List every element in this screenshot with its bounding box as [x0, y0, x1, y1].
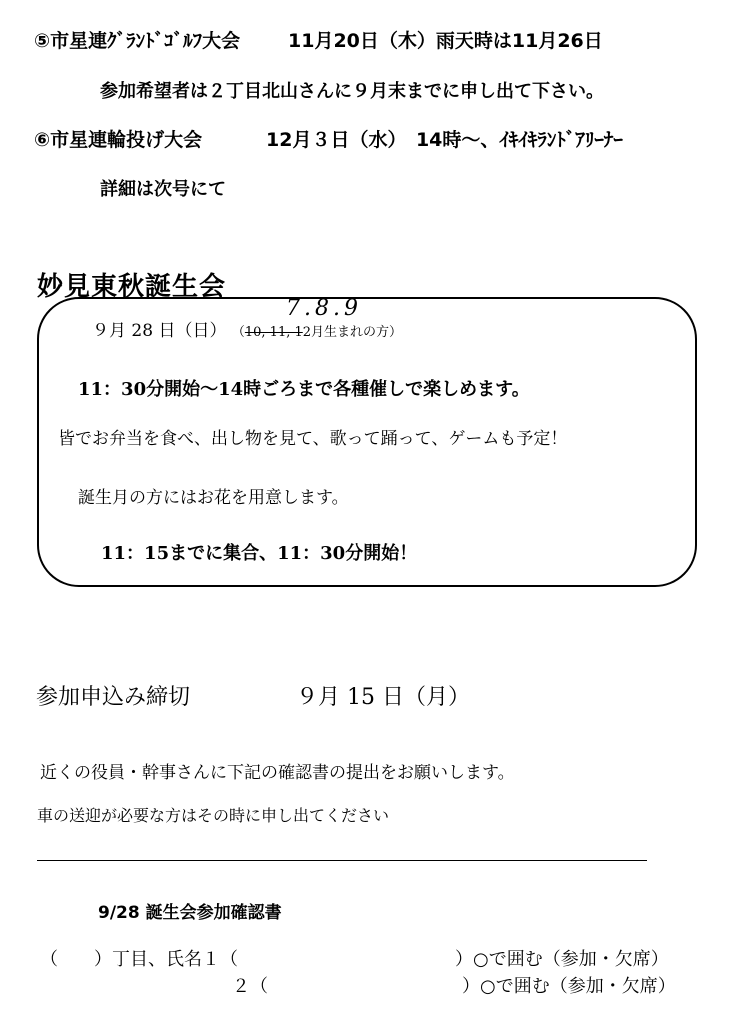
event-6-heading: [34, 125, 623, 152]
birthday-flowers: 誕生月の方にはお花を用意します。: [78, 488, 349, 508]
form-row-2-attendance: ）○で囲む（参加・欠席）: [462, 976, 676, 997]
cut-line-divider: [37, 860, 647, 861]
birthday-party-title: 妙見東秋誕生会: [37, 272, 227, 302]
event-5-title: ⑤市星連ｸﾞﾗﾝﾄﾞｺﾞﾙﾌ大会: [34, 30, 241, 52]
transport-note: 車の送迎が必要な方はその時に申し出てください: [37, 806, 390, 825]
birthday-months: （10, 11, 12月生まれの方）: [231, 325, 403, 340]
deadline-label: 参加申込み締切: [36, 685, 191, 710]
birthday-date-text: ９月 28 日（日）: [92, 321, 227, 341]
event-6-detail: 詳細は次号にて: [100, 179, 226, 200]
birthday-meeting-time: 11：15までに集合、11：30分開始！: [101, 543, 418, 564]
form-row-2: [232, 972, 676, 998]
event-6-date: 12月３日（水） 14時～、ｲｷｲｷﾗﾝﾄﾞｱﾘｰﾅｰ: [266, 129, 623, 151]
form-row-2-name-field: ２（: [232, 976, 268, 997]
event-5-detail: 参加希望者は２丁目北山さんに９月末までに申し出て下さい。: [100, 81, 604, 102]
birthday-activities: 皆でお弁当を食べ、出し物を見て、歌って踊って、ゲームも予定！: [58, 429, 568, 449]
event-5-date: 11月20日（木）雨天時は11月26日: [288, 30, 603, 52]
deadline-date: ９月 15 日（月）: [296, 685, 470, 710]
form-row-1: [40, 945, 669, 971]
form-row-1-name-field: （ ）丁目、氏名１（: [40, 949, 238, 970]
event-6-title: ⑥市星連輪投げ大会: [34, 129, 203, 151]
event-5-heading: [34, 26, 603, 53]
application-deadline: [36, 680, 470, 711]
struck-months: 10, 11, 1: [244, 325, 303, 340]
submission-note: 近くの役員・幹事さんに下記の確認書の提出をお願いします。: [40, 763, 515, 783]
confirmation-form-title: 9/28 誕生会参加確認書: [98, 903, 282, 923]
form-row-1-attendance: ）○で囲む（参加・欠席）: [455, 949, 669, 970]
birthday-schedule: 11：30分開始～14時ごろまで各種催しで楽しめます。: [78, 379, 530, 400]
handwritten-months-correction: 7.8.9: [286, 296, 362, 321]
